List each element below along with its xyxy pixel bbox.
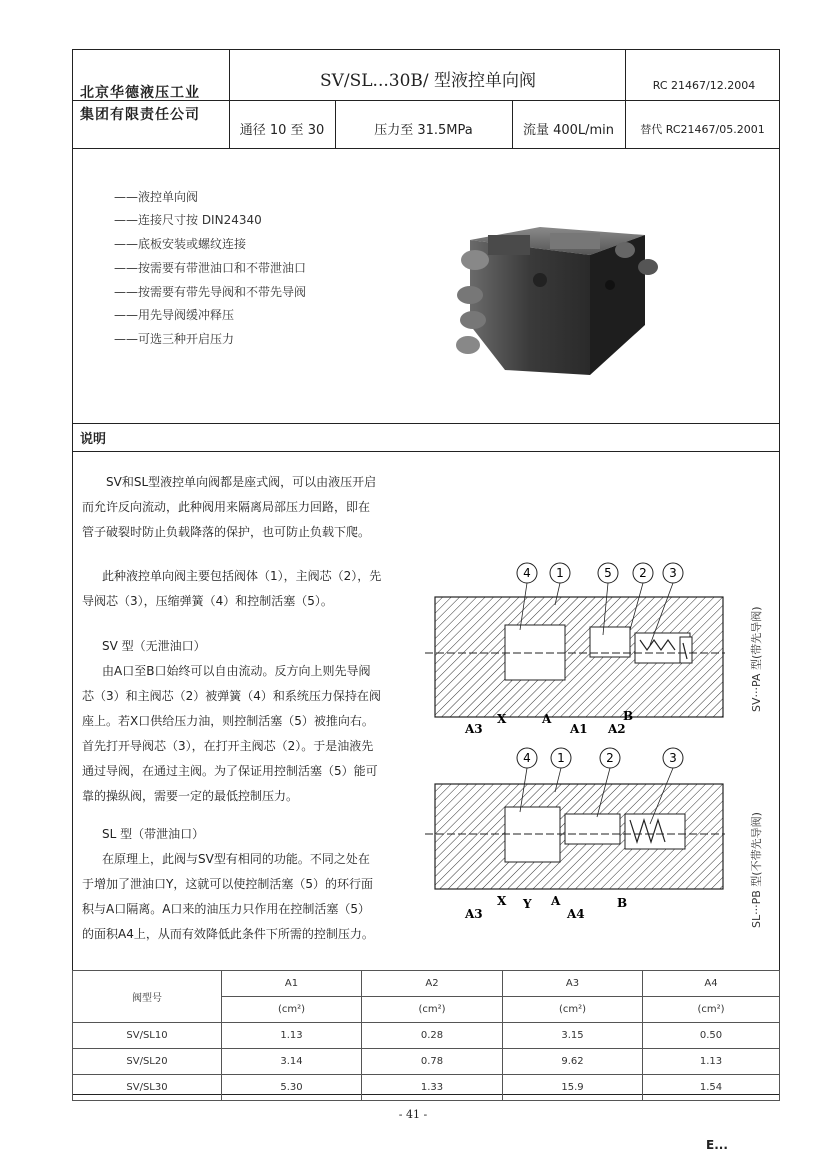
table-header-cell: A1 [222,971,362,997]
text-line: 芯（3）和主阀芯（2）被弹簧（4）和系统压力保持在阀 [82,689,381,703]
table-cell: SV/SL10 [73,1023,222,1049]
callout-number: 3 [669,751,677,765]
table-row [73,1049,780,1075]
port-label: A [551,894,561,908]
text-line: 首先打开导阀芯（3），在打开主阀芯（2）。于是油液先 [82,739,374,753]
text-line: 于增加了泄油口Y，这就可以使控制活塞（5）的环行面 [82,877,373,891]
text-line: 此种液控单向阀主要包括阀体（1），主阀芯（2），先 [102,569,382,583]
document-title: SV/SL...30B/ 型液控单向阀 [319,71,537,91]
table-unit-cell: (cm²) [222,997,362,1023]
table-unit-cell: (cm²) [503,997,643,1023]
table-header-cell: A2 [362,971,503,997]
company-name [80,82,230,126]
table-cell: 9.62 [503,1049,643,1075]
text-line: 通过导阀，在通过主阀。为了保证用控制活塞（5）能可 [82,764,378,778]
text-line: 在原理上，此阀与SV型有相同的功能。不同之处在 [102,852,370,866]
port-label: A4 [567,907,585,921]
text-line: 靠的操纵阀，需要一定的最低控制压力。 [82,789,299,803]
subheading: SV 型（无泄油口） [102,639,206,653]
table-cell: 3.14 [222,1049,362,1075]
spec-pressure: 压力至 31.5MPa [374,123,473,138]
footer-mark: E... [706,1138,728,1152]
text-line: SV和SL型液控单向阀都是座式阀，可以由液压开启 [106,475,377,489]
table-header-row [73,971,780,997]
page-number: - 41 - [398,1108,428,1121]
product-section-rule [72,423,780,424]
callout-number: 2 [606,751,614,765]
company-line-2: 集团有限责任公司 [80,107,200,123]
standard-code: RC 21467/12.2004 [652,79,756,92]
feature-item: ——按需要有带泄油口和不带泄油口 [114,261,307,275]
table-cell: 0.78 [362,1049,503,1075]
feature-item: ——连接尺寸按 DIN24340 [114,213,262,227]
port-label: Y [523,897,532,911]
feature-item: ——液控单向阀 [114,190,199,204]
text-line: 的面积A4上，从而有效降低此条件下所需的控制压力。 [82,927,374,941]
table-header-cell: A3 [503,971,643,997]
callout-number: 5 [604,566,612,580]
table-cell: 1.13 [222,1023,362,1049]
table-cell: 1.33 [362,1075,503,1101]
sl-section-diagram [425,742,735,927]
header-bottom-rule [72,148,780,149]
text-line: 由A口至B口始终可以自由流动。反方向上则先导阀 [102,664,371,678]
table-cell: 15.9 [503,1075,643,1101]
section-title: 说明 [80,432,107,447]
area-table [72,970,780,1101]
spec-size: 通径 10 至 30 [239,123,325,138]
text-line: 座上。若X口供给压力油，则控制活塞（5）被推向右。 [82,714,374,728]
port-label: A [542,712,552,726]
table-cell: SV/SL30 [73,1075,222,1101]
port-label: B [623,709,634,723]
feature-item: ——用先导阀缓冲释压 [114,308,235,322]
spec-replace: 替代 RC21467/05.2001 [640,123,765,136]
table-cell: 0.28 [362,1023,503,1049]
text-line: 管子破裂时防止负载降落的保护，也可防止负载下爬。 [82,525,371,539]
callout-number: 3 [669,566,677,580]
callout-number: 1 [557,751,565,765]
table-cell: 5.30 [222,1075,362,1101]
spec-flow: 流量 400L/min [522,123,615,138]
port-label: B [617,896,628,910]
paragraph-sv-type [82,634,414,809]
port-label: A1 [570,722,588,736]
company-line-1: 北京华德液压工业 [80,85,200,101]
feature-item: ——可选三种开启压力 [114,332,235,346]
port-label: X [497,712,507,726]
section-title-rule [72,451,780,452]
feature-item: ——按需要有带先导阀和不带先导阀 [114,285,307,299]
callout-number: 4 [523,566,531,580]
table-row [73,1023,780,1049]
table-unit-cell: (cm²) [362,997,503,1023]
port-label: X [497,894,507,908]
port-label: A3 [465,722,483,736]
paragraph-components [82,564,414,614]
port-label: A2 [608,722,626,736]
table-unit-cell: (cm²) [643,997,780,1023]
text-line: 而允许反向流动，此种阀用来隔离局部压力回路，即在 [82,500,371,514]
table-header-cell: A4 [643,971,780,997]
callout-number: 1 [556,566,564,580]
port-label: A3 [465,907,483,921]
feature-item: ——底板安装或螺纹连接 [114,237,247,251]
paragraph-sl-type [82,822,414,947]
table-cell: 3.15 [503,1023,643,1049]
diagram-side-label: SV···PA 型(带先导阀) [750,606,763,712]
table-cell: 1.13 [643,1049,780,1075]
text-line: 导阀芯（3），压缩弹簧（4）和控制活塞（5）。 [82,594,333,608]
callout-number: 2 [639,566,647,580]
callout-number: 4 [523,751,531,765]
diagram-side-label: SL···PB 型(不带先导阀) [750,812,763,928]
table-cell: 0.50 [643,1023,780,1049]
paragraph-intro [82,470,414,545]
valve-product-photo [440,205,665,380]
subheading: SL 型（带泄油口） [102,827,205,841]
table-cell: SV/SL20 [73,1049,222,1075]
sv-section-diagram [425,555,735,745]
table-row [73,1075,780,1101]
table-header-model: 阀型号 [73,971,222,1023]
table-cell: 1.54 [643,1075,780,1101]
text-line: 积与A口隔离。A口来的油压力只作用在控制活塞（5） [82,902,371,916]
